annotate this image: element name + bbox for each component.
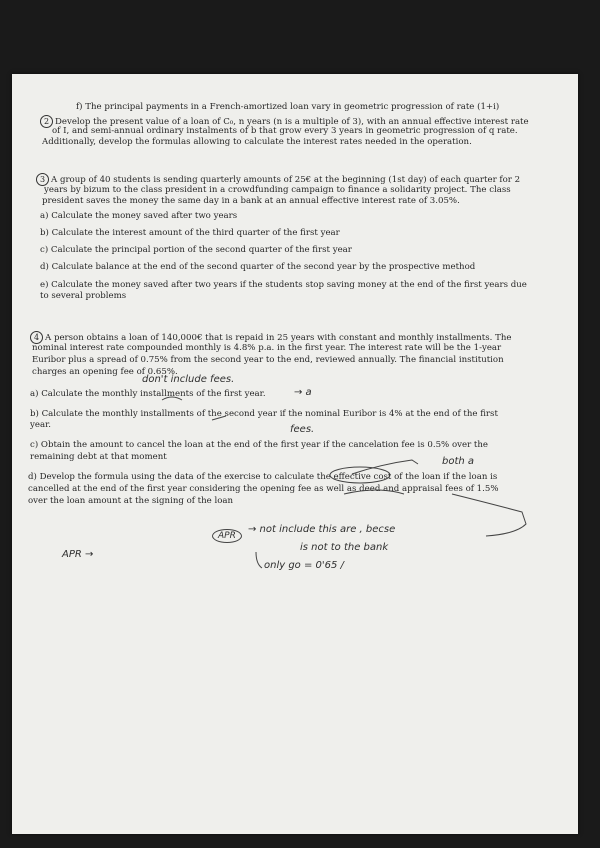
question-4-line-3: Euribor plus a spread of 0.75% from the second year to the end, reviewed annually. The financial institution <box>32 355 504 365</box>
handwritten-apr-circled: APR <box>212 529 242 543</box>
handwritten-note-fees: don't include fees. <box>142 374 235 385</box>
question-4-a: a) Calculate the monthly installments of the first year. <box>30 389 266 399</box>
question-3-e-1: e) Calculate the money saved after two years if the students stop saving money at the end of the first years due <box>40 280 527 290</box>
question-3-d: d) Calculate balance at the end of the second quarter of the second year by the prospective method <box>40 262 476 272</box>
question-4-line-4: charges an opening fee of 0.65%. <box>32 367 178 377</box>
question-3-line-2: years by bizum to the class president in a crowdfunding campaign to finance a solidarity project. The class <box>44 185 511 195</box>
question-number-3: 3 <box>36 173 49 186</box>
question-4-d-2: cancelled at the end of the first year considering the opening fee as well as deed and appraisal fees of 1.5% <box>28 484 499 494</box>
question-3-e-2: to several problems <box>40 291 127 301</box>
document-page <box>12 74 578 834</box>
handwritten-note-apr-arrow: APR → <box>62 549 94 560</box>
question-4-b-1: b) Calculate the monthly installments of the second year if the nominal Euribor is 4% at the end of the first <box>30 409 498 419</box>
question-2-line-2: of I, and semi-annual ordinary instalments of b that grow every 3 years in geometric progression of q rate. <box>52 126 518 136</box>
question-number-4: 4 <box>30 331 43 344</box>
question-3-c: c) Calculate the principal portion of the second quarter of the first year <box>40 245 352 255</box>
question-3-line-3: president saves the money the same day in a bank at an annual effective interest rate of 3.05%. <box>42 196 460 206</box>
text-line-f: f) The principal payments in a French-amortized loan vary in geometric progression of rate (1+i) <box>76 102 500 112</box>
handwritten-note-both: both a <box>442 456 475 467</box>
question-4-c-1: c) Obtain the amount to cancel the loan at the end of the first year if the cancelation fee is 0.5% over the <box>30 440 488 450</box>
handwritten-note-bank: is not to the bank <box>300 542 389 553</box>
question-2-line-3: Additionally, develop the formulas allowing to calculate the interest rates needed in the operation. <box>42 137 472 147</box>
question-3-a: a) Calculate the money saved after two years <box>40 211 238 221</box>
handwritten-note-fees-2: fees. <box>290 424 315 435</box>
question-4-c-2: remaining debt at that moment <box>30 452 167 462</box>
text: A group of 40 students is sending quarterly amounts of 25€ at the beginning (1st day) of each quarter for 2 <box>51 175 521 185</box>
text: A person obtains a loan of 140,000€ that is repaid in 25 years with constant and monthly installments. The <box>45 333 512 343</box>
question-4-d-3: over the loan amount at the signing of the loan <box>28 496 234 506</box>
handwritten-note-only: only go = 0'65 / <box>264 560 344 571</box>
question-4-d-1: d) Develop the formula using the data of the exercise to calculate the effective cost of the loan if the loan is <box>28 472 498 482</box>
question-number-2: 2 <box>40 115 53 128</box>
question-4-line-2: nominal interest rate compounded monthly is 4.8% p.a. in the first year. The interest rate will be the 1-year <box>32 343 502 353</box>
handwritten-note-not-include: → not include this are , becse <box>248 524 396 535</box>
text: Develop the present value of a loan of C₀, n years (n is a multiple of 3), with an annual effective interest rate <box>55 117 529 127</box>
question-4-b-2: year. <box>30 420 51 430</box>
question-3-b: b) Calculate the interest amount of the third quarter of the first year <box>40 228 340 238</box>
handwritten-note-arrow-a: → a <box>294 387 312 398</box>
handwritten-strokes <box>12 74 578 834</box>
